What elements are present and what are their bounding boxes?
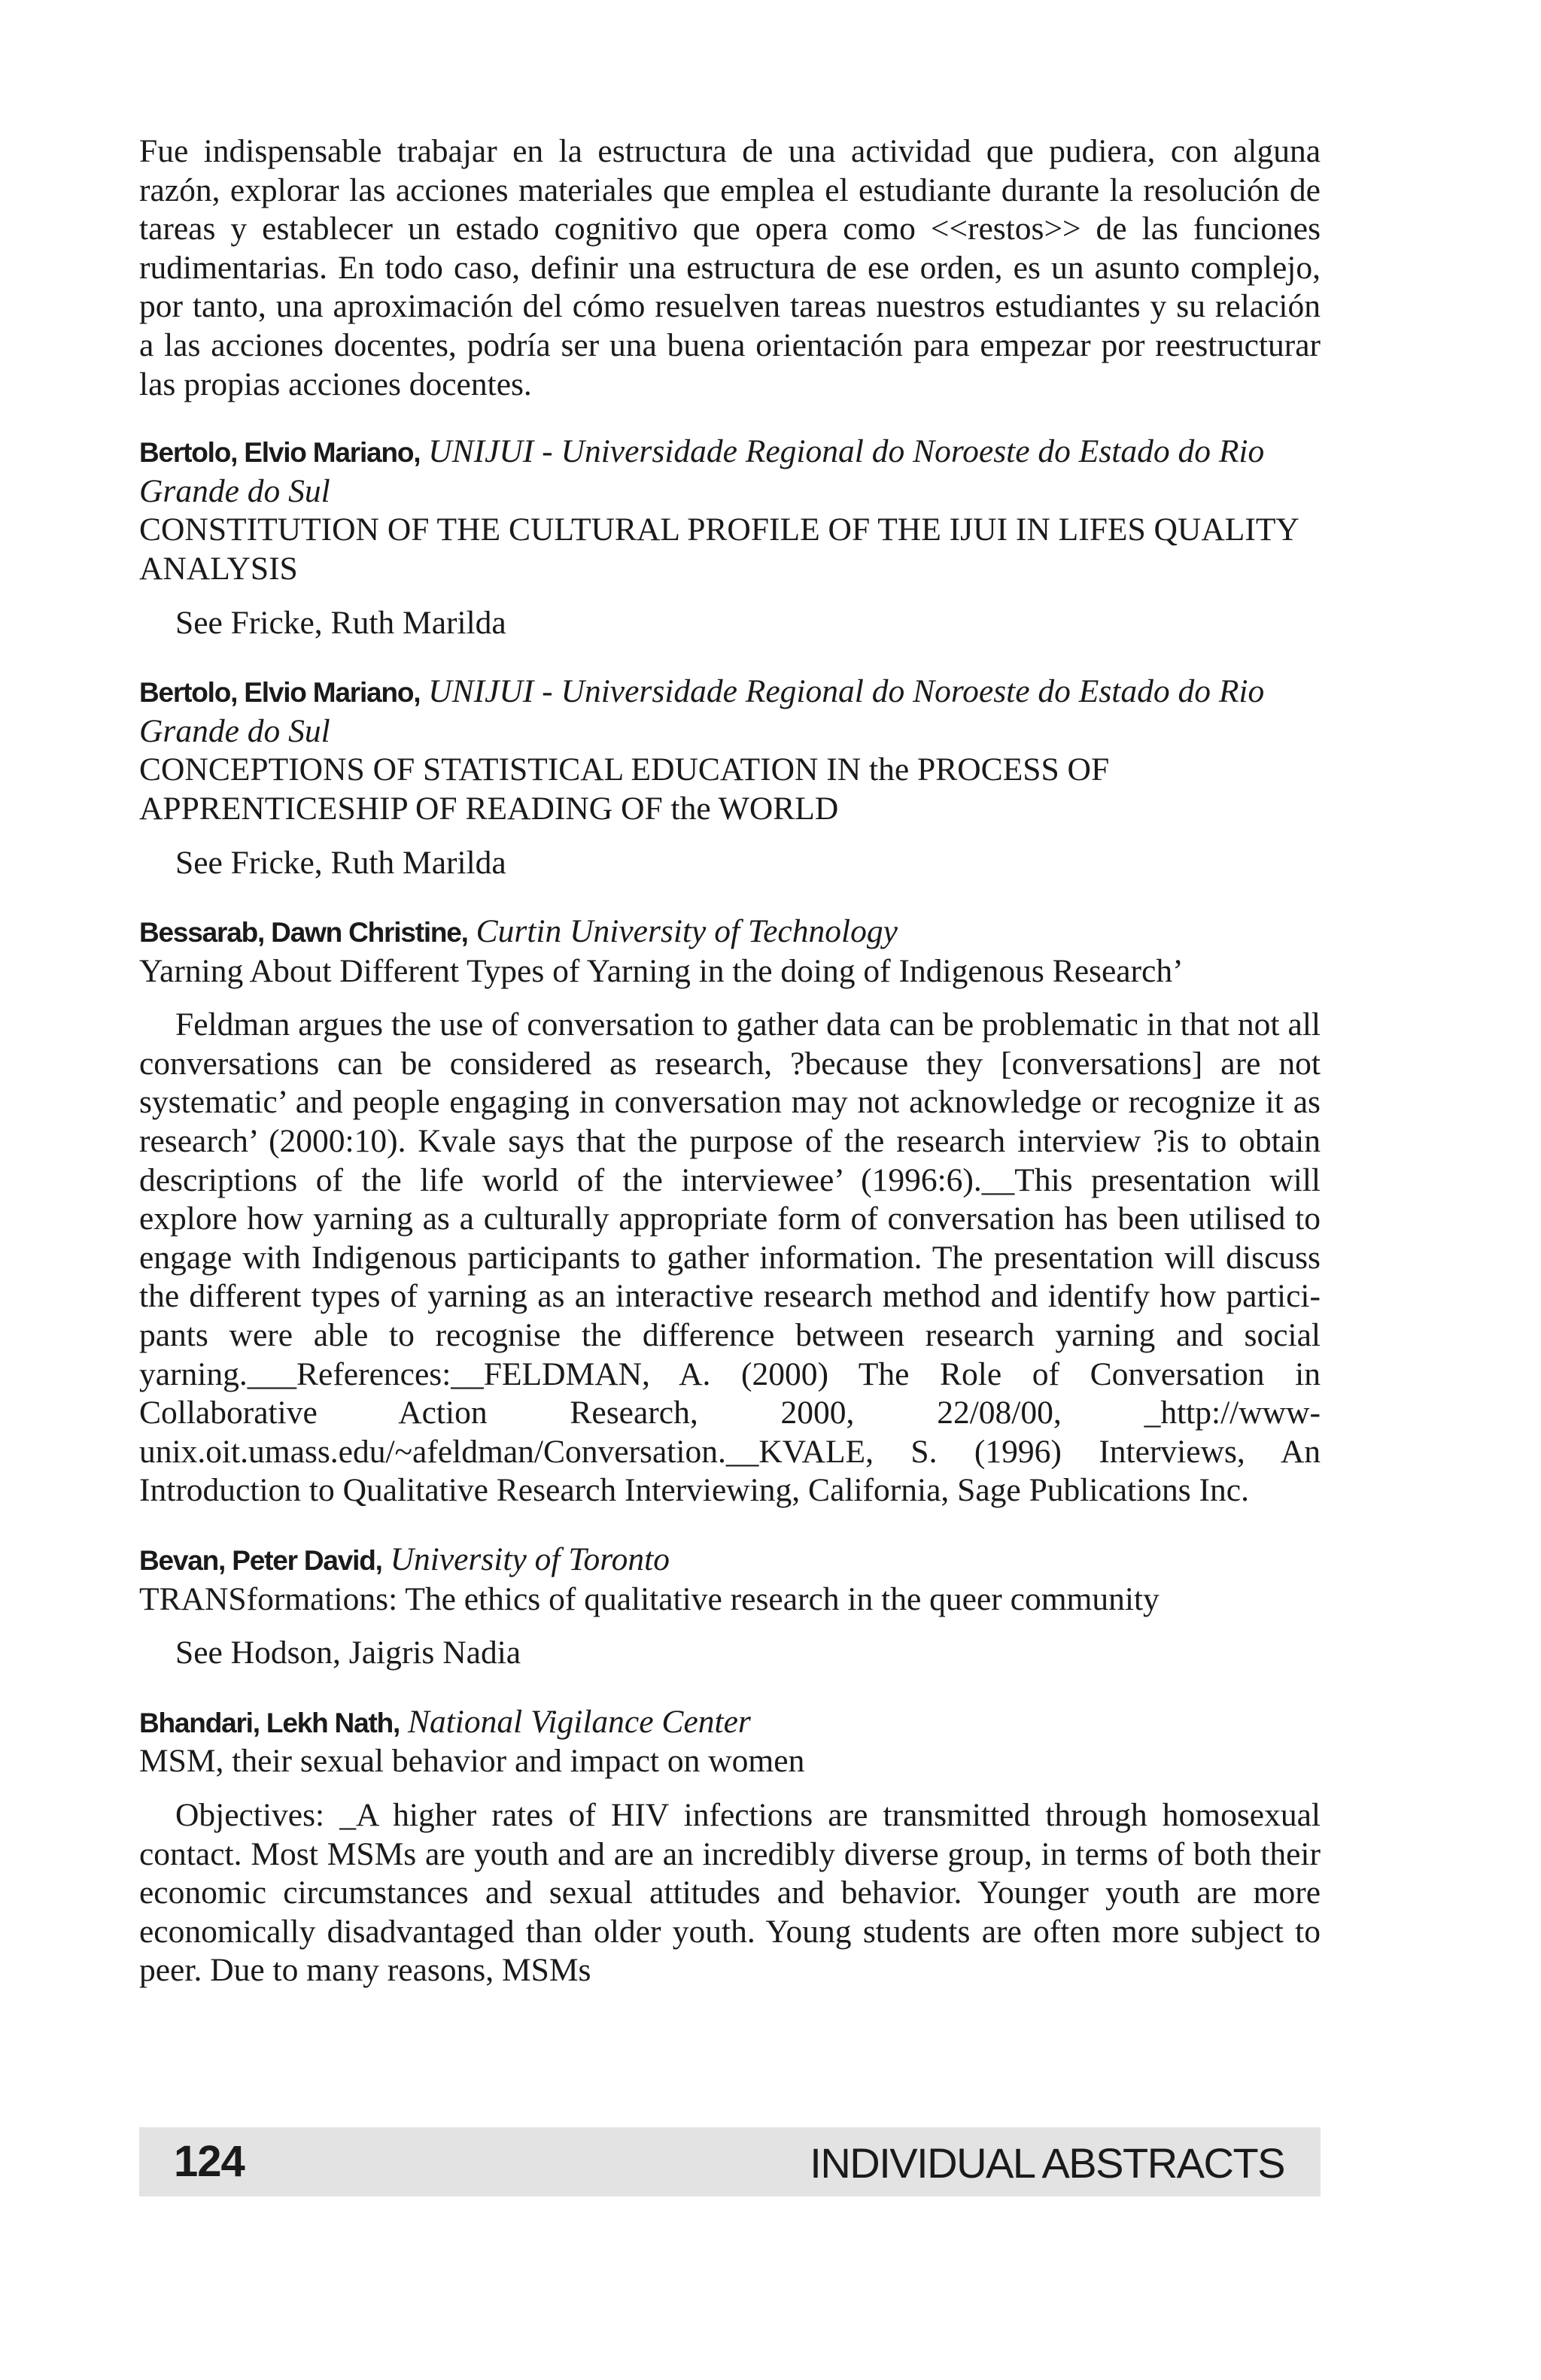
entry-title: CONCEPTIONS OF STATISTICAL EDUCATION IN the PROCESS OF APPRENTICESHIP OF READING OF the WORLD [139,751,1110,827]
entry-affiliation: Curtin University of Technology [476,913,898,950]
entry-heading [139,1541,1321,1580]
page-number: 124 [174,2137,245,2186]
page-content [139,132,1321,2020]
entry-abstract: Objectives: _A higher rates of HIV infections are transmitted through homosexual contact. Most MSMs are youth and are an incredibly diverse group, in terms of both their economic circumstances and sexual attitudes and behavior. Younger youth are more economically disadvantaged than older youth. Young students are often more subject to peer. Due to many reasons, MSMs [139,1796,1321,1989]
running-section-title: INDIVIDUAL ABSTRACTS [810,2139,1284,2187]
entry-see-reference: See Fricke, Ruth Marilda [175,844,506,881]
entry-author: Bertolo, Elvio Mariano, [139,677,421,709]
entry-see-reference: See Hodson, Jaigris Nadia [175,1635,521,1671]
page-footer [139,2127,1321,2196]
entry-abstract: Feldman argues the use of conversation to gather data can be problematic in that not all conversations can be considered as research, ?because they [conversations] are not systematic’ and people engaging in conversation may not acknowledge or recognize it as research’ (2000:10). Kvale says that the purpose of the research interview ?is to obtain descriptions of the life world of the interviewee’ (1996:6).__This presentation will explore how yarning as a culturally appropriate form of conversation has been utilised to engage with Indigenous participants to gather information. The presentation will discuss the different types of yarning as an interactive research method and identify how participants were able to recognise the difference between research yarning and social yarning.___References:__FELDMAN, A. (2000) The Role of Conversation in Collaborative Action Research, 2000, 22/08/00, _http://www-unix.oit.umass.edu/~afeldman/Conversation.__KVALE, S. (1996) Interviews, An Introduction to Qualitative Research Interviewing, California, Sage Publications Inc. [139,1006,1321,1509]
entry-author: Bhandari, Lekh Nath, [139,1707,400,1738]
abstract-entry-bevan [139,1541,1321,1673]
entry-affiliation: National Vigilance Center [407,1703,751,1740]
entry-author: Bessarab, Dawn Christine, [139,917,468,949]
abstract-entry-bessarab [139,912,1321,1510]
abstract-entry-bertolo-2 [139,672,1321,882]
entry-affiliation: UNIJUI - Universidade Regional do Noroeste do Estado do Rio Grande do Sul [139,673,1265,749]
entry-title: MSM, their sexual behavior and impact on women [139,1743,805,1780]
entry-see-reference: See Fricke, Ruth Marilda [175,604,506,641]
abstract-entry-bhandari [139,1703,1321,1990]
abstract-entry-bertolo-1 [139,433,1321,642]
entry-author: Bevan, Peter David, [139,1545,382,1576]
entry-heading [139,912,1321,952]
entry-heading [139,433,1321,511]
entry-affiliation: UNIJUI - Universidade Regional do Noroeste do Estado do Rio Grande do Sul [139,433,1265,509]
entry-heading [139,1703,1321,1743]
entry-title: CONSTITUTION OF THE CULTURAL PROFILE OF THE IJUI IN LIFES QUALITY ANALYSIS [139,512,1299,587]
intro-paragraph: Fue indispensable trabajar en la estructura de una actividad que pudiera, con alguna razón, explorar las acciones materiales que emplea el estudiante durante la resolución de tareas y establecer un estado cognitivo que opera como <<restos>> de las funciones rudimentarias. En todo caso, definir una estructura de ese orden, es un asunto complejo, por tanto, una aproximación del cómo resuelven tareas nuestros estudiantes y su relación a las acciones docentes, podría ser una buena orientación para empezar por reestructurar las propias acciones docentes. [139,133,1321,402]
entry-author: Bertolo, Elvio Mariano, [139,437,421,469]
entry-affiliation: University of Toronto [390,1541,670,1577]
entry-heading [139,672,1321,751]
entry-title: TRANSformations: The ethics of qualitative research in the queer community [139,1580,1160,1617]
entry-title: Yarning About Different Types of Yarning in the doing of Indigenous Research’ [139,952,1184,989]
